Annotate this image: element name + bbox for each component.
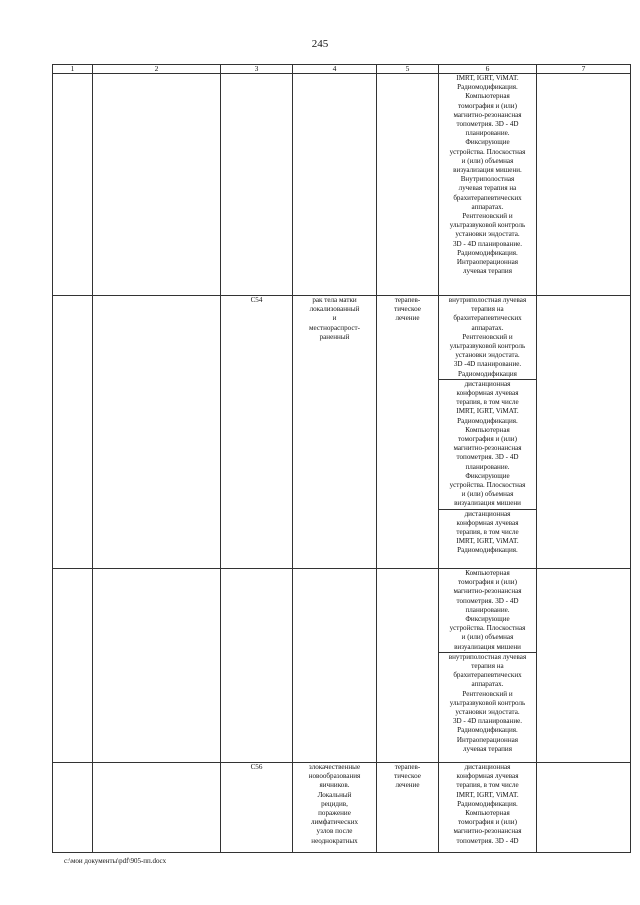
cell-treatment — [377, 296, 439, 569]
column-number: 4 — [293, 65, 377, 74]
cell-code — [221, 296, 293, 569]
cell-model — [293, 763, 377, 853]
column-number: 6 — [439, 65, 537, 74]
cell-model — [293, 296, 377, 569]
cell-code — [221, 763, 293, 853]
cell-col7 — [537, 74, 631, 296]
cell-treatment — [377, 74, 439, 296]
cell-col1 — [53, 569, 93, 763]
column-number: 5 — [377, 65, 439, 74]
cell-col7 — [537, 763, 631, 853]
cell-col7 — [537, 569, 631, 763]
cell-method — [439, 296, 537, 569]
treatment-method: Компьютерная томография и (или) магнитно-резонансная топометрия. 3D - 4D планирование. Фиксирующие устройства. Плоскостная и (или) объемная визуализация мишени — [449, 569, 526, 651]
patient-model: рак тела матки локализованный и местнораспрост- раненный — [309, 296, 360, 341]
table-row — [53, 763, 631, 853]
patient-model: злокачественные новообразования яичников. Локальный рецидив, поражение лимфатических узлов после неоднократных — [308, 763, 361, 845]
table-row — [53, 296, 631, 569]
cell-col1 — [53, 74, 93, 296]
treatment-method: дистанционная конформная лучевая терапия, в том числе IMRT, IGRT, ViMAT. Радиомодификация. Компьютерная томография и (или) магнитно-резонансная топометрия. 3D - 4D — [453, 763, 522, 845]
treatment-type: терапев- тическое лечение — [394, 296, 421, 323]
cell-treatment — [377, 763, 439, 853]
cell-col7 — [537, 296, 631, 569]
diagnosis-code: C54 — [250, 296, 263, 304]
treatment-method: внутриполостная лучевая терапия на брахитерапевтических аппаратах. Рентгеновский и ультразвуковой контроль установки эндостата. 3D - 4D планирование. Радиомодификация. Интраоперационная лучевая терапия — [448, 652, 527, 753]
cell-method — [439, 763, 537, 853]
column-number: 7 — [537, 65, 631, 74]
medical-care-table — [52, 64, 631, 853]
footer-file-path: c:\мои документы\pdf\905-пп.docx — [64, 857, 167, 865]
cell-code — [221, 569, 293, 763]
column-number: 2 — [93, 65, 221, 74]
table-row — [53, 74, 631, 296]
column-number: 1 — [53, 65, 93, 74]
column-number: 3 — [221, 65, 293, 74]
cell-method — [439, 74, 537, 296]
cell-code — [221, 74, 293, 296]
cell-col2 — [93, 569, 221, 763]
treatment-method: дистанционная конформная лучевая терапия, в том числе IMRT, IGRT, ViMAT. Радиомодификация. — [456, 509, 519, 555]
cell-model — [293, 569, 377, 763]
treatment-method: IMRT, IGRT, ViMAT. Радиомодификация. Компьютерная томография и (или) магнитно-резонансная топометрия. 3D - 4D планирование. Фиксирующие устройства. Плоскостная и (или) объемная визуализация мишени. Внутриполостная лучевая терапия на брахитерапевтических аппаратах. Рентгеновский и ультразвуковой контроль установки эндостата. 3D - 4D планирование. Радиомодификация. Интраоперационная лучевая терапия — [449, 74, 526, 276]
cell-model — [293, 74, 377, 296]
table-row — [53, 569, 631, 763]
cell-treatment — [377, 569, 439, 763]
cell-col2 — [93, 296, 221, 569]
cell-col2 — [93, 74, 221, 296]
diagnosis-code: C56 — [250, 763, 263, 771]
cell-col1 — [53, 296, 93, 569]
treatment-type: терапев- тическое лечение — [394, 763, 421, 790]
column-number-row — [53, 65, 631, 74]
cell-col2 — [93, 763, 221, 853]
treatment-method: внутриполостная лучевая терапия на брахитерапевтических аппаратах. Рентгеновский и ультразвуковой контроль установки эндостата. 3D -4D планирование. Радиомодификация — [448, 296, 527, 378]
cell-col1 — [53, 763, 93, 853]
treatment-method: дистанционная конформная лучевая терапия, в том числе IMRT, IGRT, ViMAT. Радиомодификация. Компьютерная томография и (или) магнитно-резонансная топометрия. 3D - 4D планирование. Фиксирующие устройства. Плоскостная и (или) объемная визуализация мишени — [449, 379, 526, 508]
page-number: 245 — [311, 38, 329, 50]
cell-method — [439, 569, 537, 763]
